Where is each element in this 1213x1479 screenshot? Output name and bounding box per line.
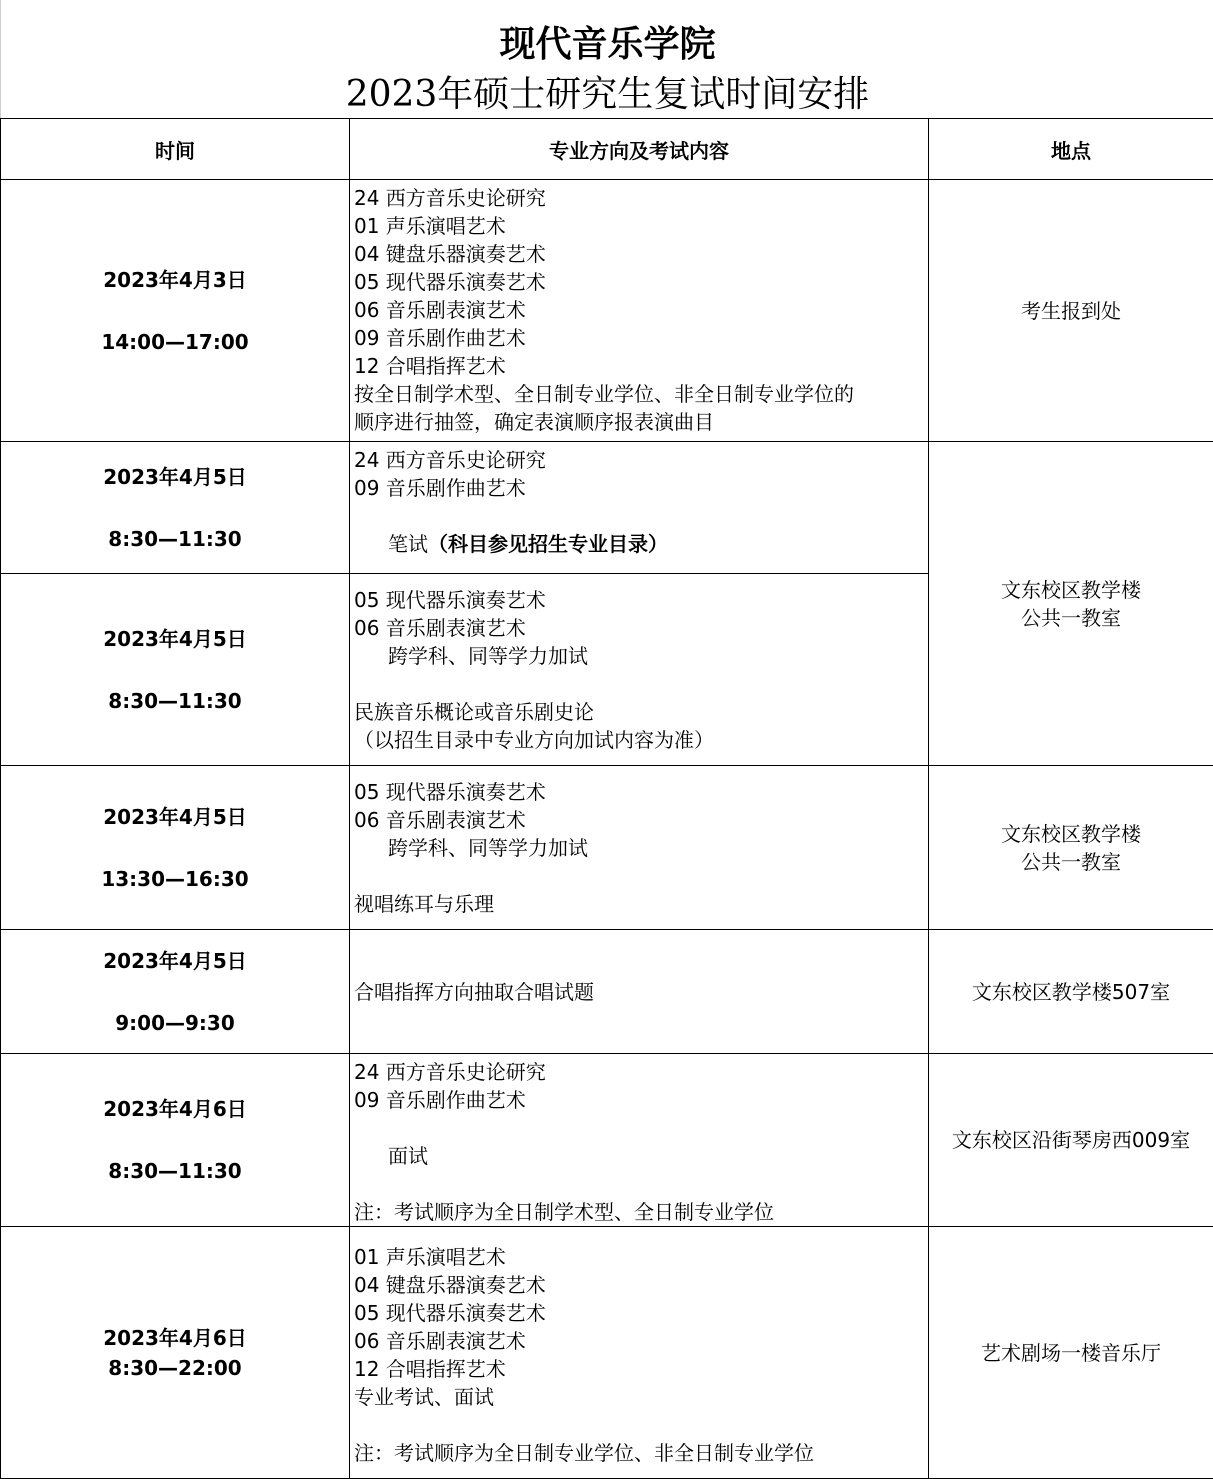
content-cell [350,1227,929,1479]
content-line: 12 合唱指挥艺术 [354,1355,928,1383]
table-row [1,1227,1213,1479]
content-line: 24 西方音乐史论研究 [354,184,928,212]
content-cell [350,180,929,442]
exam-time: 14:00—17:00 [1,327,349,357]
exam-time: 8:30—22:00 [1,1353,349,1383]
content-line: 民族音乐概论或音乐剧史论 [354,698,928,726]
exam-date: 2023年4月5日 [1,462,349,492]
exam-date: 2023年4月6日 [1,1323,349,1353]
exam-note: （科目参见招生专业目录） [428,532,668,556]
table-row [1,930,1213,1054]
exam-time: 8:30—11:30 [1,686,349,716]
exam-time: 9:00—9:30 [1,1008,349,1038]
content-line: 跨学科、同等学力加试 [354,834,928,862]
location-cell [929,442,1213,766]
content-line: 05 现代器乐演奏艺术 [354,1299,928,1327]
title-block [0,0,1213,118]
header-location: 地点 [929,119,1213,180]
time-cell [1,766,350,930]
location-cell [929,930,1213,1054]
content-line: 01 声乐演唱艺术 [354,212,928,240]
schedule-table [0,118,1213,1479]
location-line: 公共一教室 [929,604,1213,632]
content-line [354,1170,928,1198]
content-line: 跨学科、同等学力加试 [354,642,928,670]
location-line: 艺术剧场一楼音乐厅 [929,1339,1213,1367]
time-cell [1,442,350,574]
exam-date: 2023年4月5日 [1,624,349,654]
location-cell [929,766,1213,930]
content-line: 06 音乐剧表演艺术 [354,296,928,324]
header-content: 专业方向及考试内容 [350,119,929,180]
time-cell [1,930,350,1054]
exam-date: 2023年4月6日 [1,1094,349,1124]
location-line: 考生报到处 [929,297,1213,325]
location-line: 公共一教室 [929,848,1213,876]
content-line: 05 现代器乐演奏艺术 [354,586,928,614]
table-row [1,442,1213,574]
exam-type: 笔试 [388,532,428,556]
exam-date: 2023年4月5日 [1,946,349,976]
location-line: 文东校区教学楼 [929,576,1213,604]
content-line: 注：考试顺序为全日制专业学位、非全日制专业学位 [354,1439,928,1467]
content-line: 06 音乐剧表演艺术 [354,614,928,642]
content-line: 04 键盘乐器演奏艺术 [354,240,928,268]
header-time: 时间 [1,119,350,180]
content-line: 24 西方音乐史论研究 [354,1058,928,1086]
location-cell [929,180,1213,442]
table-row [1,766,1213,930]
location-line: 文东校区教学楼507室 [929,978,1213,1006]
exam-time: 8:30—11:30 [1,1156,349,1186]
content-line [354,530,928,558]
content-line: 09 音乐剧作曲艺术 [354,324,928,352]
content-line: （以招生目录中专业方向加试内容为准） [354,726,928,754]
content-line: 01 声乐演唱艺术 [354,1243,928,1271]
content-line [354,502,928,530]
content-line [354,1411,928,1439]
content-cell [350,766,929,930]
content-line: 合唱指挥方向抽取合唱试题 [354,978,928,1006]
time-cell [1,1054,350,1227]
location-cell [929,1227,1213,1479]
table-header-row [1,119,1213,180]
content-line: 06 音乐剧表演艺术 [354,1327,928,1355]
content-line: 09 音乐剧作曲艺术 [354,1086,928,1114]
content-cell [350,442,929,574]
exam-date: 2023年4月3日 [1,265,349,295]
content-line: 12 合唱指挥艺术 [354,352,928,380]
content-line: 面试 [354,1142,928,1170]
content-line: 顺序进行抽签，确定表演顺序报表演曲目 [354,408,928,436]
content-cell [350,930,929,1054]
content-line: 视唱练耳与乐理 [354,890,928,918]
content-line: 按全日制学术型、全日制专业学位、非全日制专业学位的 [354,380,928,408]
table-row [1,180,1213,442]
location-line: 文东校区沿街琴房西009室 [929,1126,1213,1154]
location-cell [929,1054,1213,1227]
location-line: 文东校区教学楼 [929,820,1213,848]
page-title: 现代音乐学院 [1,16,1213,67]
content-line: 专业考试、面试 [354,1383,928,1411]
content-line [354,670,928,698]
content-line: 06 音乐剧表演艺术 [354,806,928,834]
content-cell [350,574,929,766]
page-subtitle: 2023年硕士研究生复试时间安排 [1,66,1213,117]
content-line: 注：考试顺序为全日制学术型、全日制专业学位 [354,1198,928,1226]
content-cell [350,1054,929,1227]
time-cell [1,1227,350,1479]
exam-time: 8:30—11:30 [1,524,349,554]
exam-date: 2023年4月5日 [1,802,349,832]
content-line [354,1114,928,1142]
content-line [354,862,928,890]
content-line: 04 键盘乐器演奏艺术 [354,1271,928,1299]
content-line: 24 西方音乐史论研究 [354,446,928,474]
content-line: 05 现代器乐演奏艺术 [354,778,928,806]
time-cell [1,574,350,766]
exam-time: 13:30—16:30 [1,864,349,894]
content-line: 05 现代器乐演奏艺术 [354,268,928,296]
content-line: 09 音乐剧作曲艺术 [354,474,928,502]
table-row [1,1054,1213,1227]
time-cell [1,180,350,442]
